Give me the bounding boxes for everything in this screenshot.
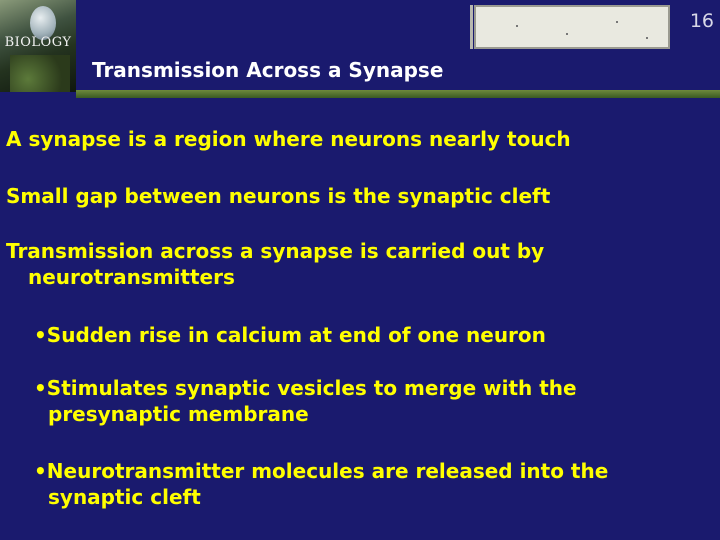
slide-title: Transmission Across a Synapse	[92, 58, 444, 82]
sub-bullet-text: Sudden rise in calcium at end of one neuron	[46, 323, 546, 347]
sub-bullet-text: Stimulates synaptic vesicles to merge with the presynaptic membrane	[46, 376, 577, 426]
image-divider	[470, 5, 473, 49]
bullet-point-1: A synapse is a region where neurons nearly touch	[6, 127, 571, 151]
header-image	[474, 5, 670, 49]
bullet-point-2: Small gap between neurons is the synaptic cleft	[6, 184, 551, 208]
fern-image	[10, 55, 70, 92]
bullet-marker: •	[34, 323, 47, 347]
sub-bullet-text: Neurotransmitter molecules are released into the synaptic cleft	[46, 459, 609, 509]
slide-number: 16	[689, 10, 714, 32]
bullet-marker: •	[34, 459, 47, 483]
title-underline-bar	[76, 90, 720, 98]
bullet-point-3: Transmission across a synapse is carried out by neurotransmitters	[6, 239, 545, 289]
sub-bullet-3	[34, 458, 688, 510]
sub-bullet-2	[34, 375, 668, 427]
bullet-marker: •	[34, 376, 47, 400]
biology-book-logo	[0, 0, 76, 92]
sub-bullet-1	[34, 322, 708, 348]
logo-text: BIOLOGY	[4, 35, 72, 50]
